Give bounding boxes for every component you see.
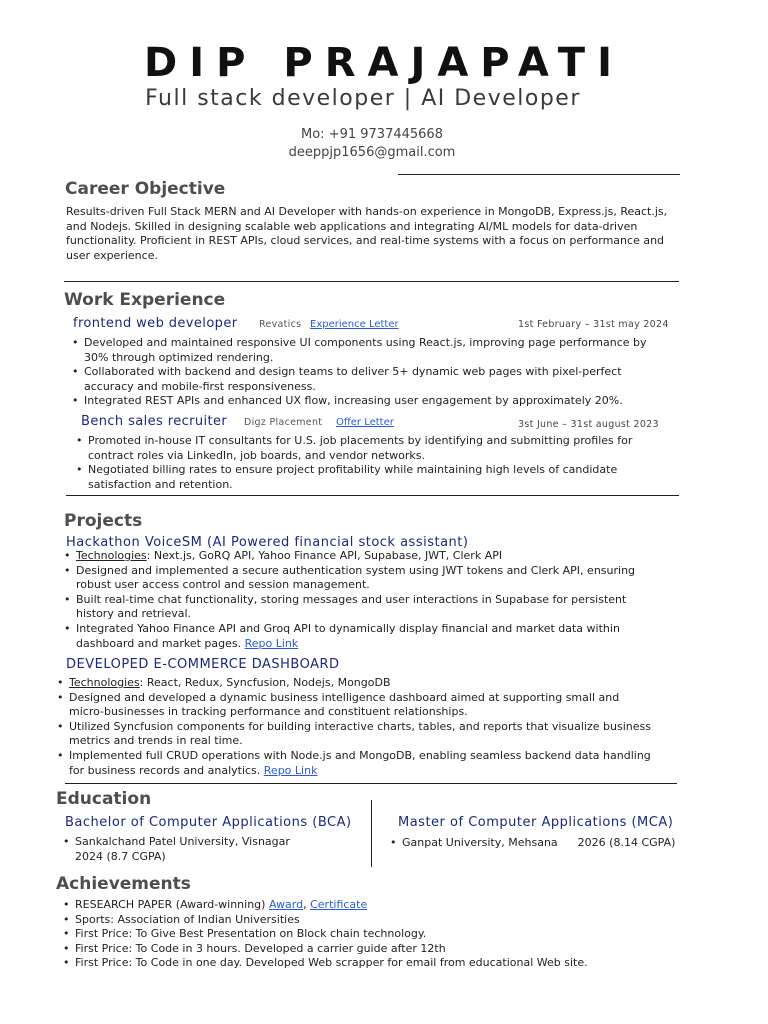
job-bullets — [84, 336, 664, 409]
projects-heading: Projects — [64, 511, 143, 531]
list-item: • Implemented full CRUD operations with Node.js and MongoDB, enabling seamless backend data handling for business records and analytics. Repo Link — [69, 749, 679, 778]
bca-details — [75, 835, 365, 864]
list-item: • Technologies: React, Redux, Syncfusion, Nodejs, MongoDB — [69, 676, 679, 691]
section-divider — [65, 783, 677, 784]
header-divider — [398, 174, 680, 175]
career-objective-heading: Career Objective — [65, 179, 226, 199]
job-company: Revatics — [259, 319, 302, 330]
repo-link[interactable]: Repo Link — [263, 763, 318, 777]
list-item: • Integrated Yahoo Finance API and Groq API to dynamically display financial and market data within dashboard and market pages. Repo Link — [76, 622, 676, 651]
experience-letter-link[interactable]: Experience Letter — [310, 319, 399, 330]
education-divider — [371, 800, 372, 867]
list-item: • Negotiated billing rates to ensure project profitability while maintaining high levels of candidate satisfaction and retention. — [88, 463, 668, 492]
phone-number: Mo: +91 9737445668 — [301, 127, 443, 142]
list-item: • First Price: To Code in one day. Developed Web scrapper for email from educational Web site. — [75, 956, 695, 971]
list-item: • Promoted in-house IT consultants for U.S. job placements by identifying and submitting profiles for contract roles via LinkedIn, job boards, and vendor networks. — [88, 434, 668, 463]
candidate-name: DIP PRAJAPATI — [144, 40, 624, 86]
achievements-list — [75, 898, 695, 971]
list-item: • RESEARCH PAPER (Award-winning) Award, Certificate — [75, 898, 695, 913]
project-title: Hackathon VoiceSM (AI Powered financial stock assistant) — [66, 535, 469, 550]
project-title: DEVELOPED E-COMMERCE DASHBOARD — [66, 657, 340, 672]
job-company: Digz Placement — [244, 417, 323, 428]
section-divider — [66, 495, 679, 496]
list-item: • Designed and implemented a secure authentication system using JWT tokens and Clerk API, ensuring robust user access control and session management. — [76, 564, 676, 593]
list-item: • Utilized Syncfusion components for building interactive charts, tables, and reports that visualize business metrics and trends in real time. — [69, 720, 679, 749]
achievements-heading: Achievements — [56, 874, 191, 894]
job-title: frontend web developer — [73, 316, 238, 331]
section-divider — [64, 281, 679, 282]
list-item: • Sankalchand Patel University, Visnagar 2024 (8.7 CGPA) — [75, 835, 365, 864]
mca-details — [402, 836, 702, 851]
certificate-link[interactable]: Certificate — [310, 898, 368, 911]
work-experience-heading: Work Experience — [64, 290, 226, 310]
award-link[interactable]: Award — [268, 898, 304, 911]
job-dates: 3st June – 31st august 2023 — [518, 419, 659, 430]
job-bullets — [88, 434, 668, 492]
list-item: • First Price: To Give Best Presentation on Block chain technology. — [75, 927, 695, 942]
email-address: deeppjp1656@gmail.com — [288, 145, 456, 160]
mca-degree: Master of Computer Applications (MCA) — [398, 815, 674, 830]
repo-link[interactable]: Repo Link — [244, 636, 299, 650]
list-item: • Sports: Association of Indian Universities — [75, 913, 695, 928]
bca-degree: Bachelor of Computer Applications (BCA) — [65, 815, 352, 830]
job-dates: 1st February – 31st may 2024 — [518, 319, 669, 330]
list-item: • Collaborated with backend and design teams to deliver 5+ dynamic web pages with pixel-perfect accuracy and mobile-first responsiveness. — [84, 365, 664, 394]
list-item: • Designed and developed a dynamic business intelligence dashboard aimed at supporting small and micro-businesses in tracking performance and constituent relationships. — [69, 691, 679, 720]
list-item: • Ganpat University, Mehsana 2026 (8.14 CGPA) — [402, 836, 702, 851]
list-item: • Integrated REST APIs and enhanced UX flow, increasing user engagement by approximately 20%. — [84, 394, 664, 409]
candidate-subtitle: Full stack developer | AI Developer — [145, 86, 581, 111]
project-bullets — [69, 676, 679, 778]
job-title: Bench sales recruiter — [81, 414, 228, 429]
offer-letter-link[interactable]: Offer Letter — [336, 417, 394, 428]
list-item: • Built real-time chat functionality, storing messages and user interactions in Supabase for persistent history and retrieval. — [76, 593, 676, 622]
education-heading: Education — [56, 789, 152, 809]
list-item: • Technologies: Next.js, GoRQ API, Yahoo Finance API, Supabase, JWT, Clerk API — [76, 549, 676, 564]
project-bullets — [76, 549, 676, 651]
career-objective-text: Results-driven Full Stack MERN and AI Developer with hands-on experience in MongoDB, Express.js, React.js, and Nodejs. Skilled in designing scalable web applications and integrating AI/ML models for data-driven functionality. Proficient in REST APIs, cloud services, and real-time systems with a focus on performance and user experience. — [66, 205, 668, 262]
list-item: • Developed and maintained responsive UI components using React.js, improving page performance by 30% through optimized rendering. — [84, 336, 664, 365]
list-item: • First Price: To Code in 3 hours. Developed a carrier guide after 12th — [75, 942, 695, 957]
